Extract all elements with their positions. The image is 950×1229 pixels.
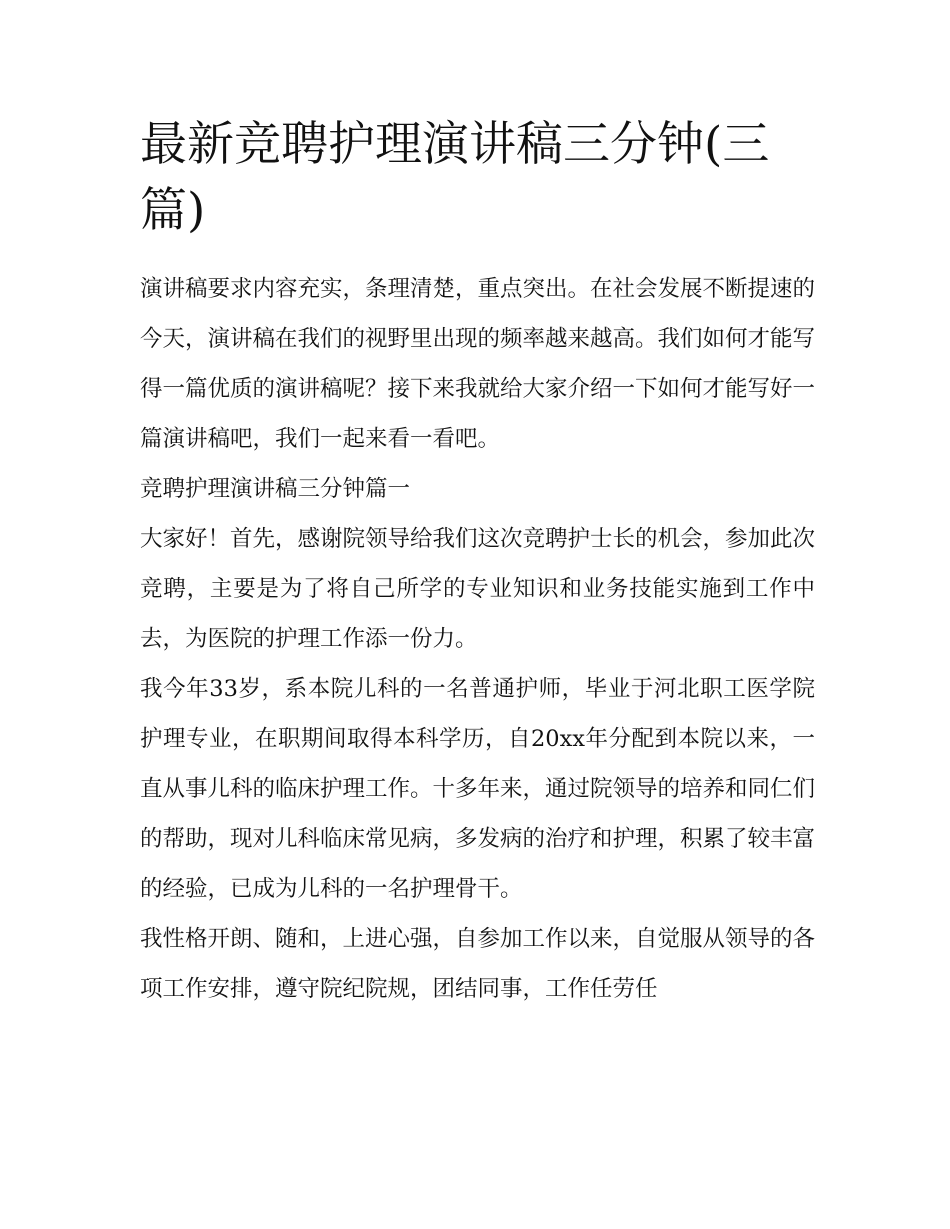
section-heading: 竞聘护理演讲稿三分钟篇一 — [140, 476, 411, 502]
document-page — [140, 112, 815, 1014]
body-paragraph: 我性格开朗、随和，上进心强，自参加工作以来，自觉服从领导的各项工作安排，遵守院纪院规，团结同事，工作任劳任 — [140, 926, 816, 1002]
intro-paragraph: 演讲稿要求内容充实，条理清楚，重点突出。在社会发展不断提速的今天，演讲稿在我们的视野里出现的频率越来越高。我们如何才能写得一篇优质的演讲稿呢？接下来我就给大家介绍一下如何才能写好一篇演讲稿吧，我们一起来看一看吧。 — [140, 276, 816, 452]
document-title: 最新竞聘护理演讲稿三分钟(三篇) — [140, 117, 770, 238]
body-paragraph: 大家好！首先，感谢院领导给我们这次竞聘护士长的机会，参加此次竞聘，主要是为了将自己所学的专业知识和业务技能实施到工作中去，为医院的护理工作添一份力。 — [140, 526, 816, 652]
body-paragraph: 我今年33岁，系本院儿科的一名普通护师，毕业于河北职工医学院护理专业，在职期间取得本科学历，自20xx年分配到本院以来，一直从事儿科的临床护理工作。十多年来，通过院领导的培养和同仁们的帮助，现对儿科临床常见病，多发病的治疗和护理，积累了较丰富的经验，已成为儿科的一名护理骨干。 — [140, 676, 816, 902]
